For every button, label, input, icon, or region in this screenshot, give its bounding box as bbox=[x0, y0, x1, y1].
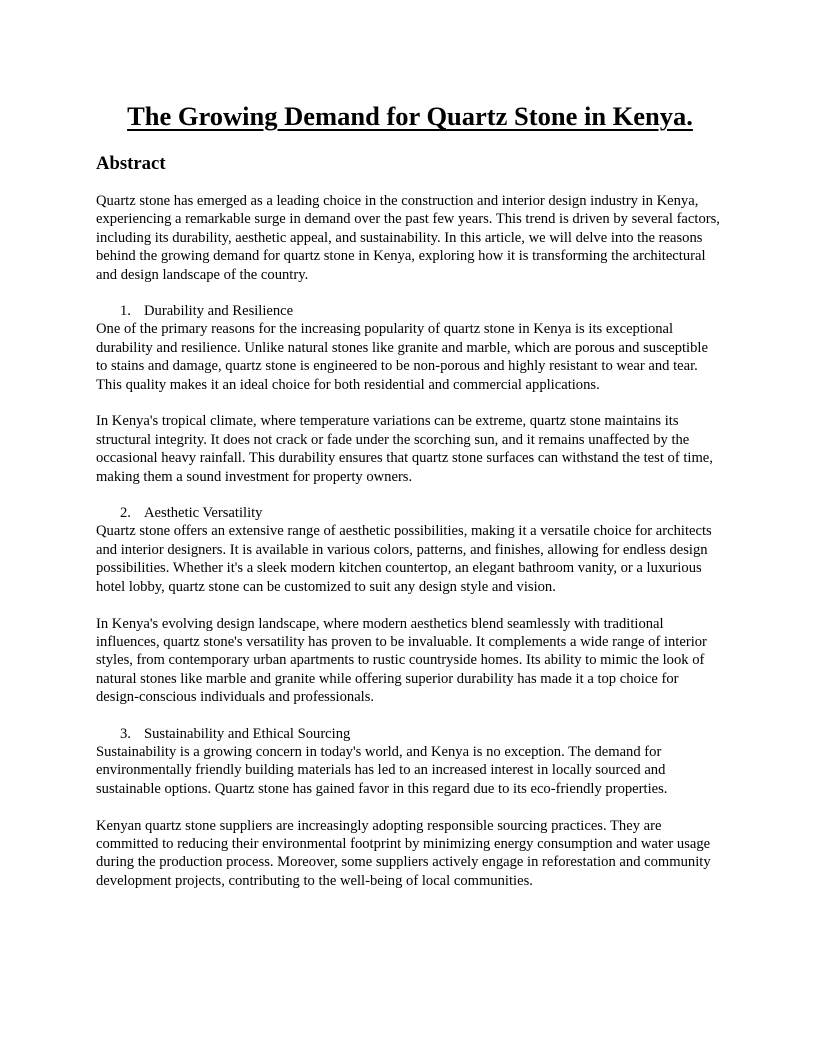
abstract-paragraph: Quartz stone has emerged as a leading choice in the construction and interior design industry in Kenya, experiencing a remarkable surge in demand over the past few years. This trend is driven by several factors, including its durability, aesthetic appeal, and sustainability. In this article, we will delve into the reasons behind the growing demand for quartz stone in Kenya, exploring how it is transforming the architectural and design landscape of the country. bbox=[96, 193, 720, 283]
section-title-text: Durability and Resilience bbox=[144, 303, 294, 320]
section-paragraph: Sustainability is a growing concern in today's world, and Kenya is no exception. The demand for environmentally friendly building materials has led to an increased interest in locally sourced and sustainable options. Quartz stone has gained favor in this regard due to its eco-friendly properties. bbox=[96, 743, 668, 797]
section-title-text: Aesthetic Versatility bbox=[144, 505, 263, 522]
document-page bbox=[96, 96, 720, 890]
section-heading-durability bbox=[96, 302, 720, 320]
section-paragraph: Kenyan quartz stone suppliers are increasingly adopting responsible sourcing practices. They are committed to reducing their environmental footprint by minimizing energy consumption and water usage during the production process. Moreover, some suppliers actively engage in reforestation and community development projects, contributing to the well-being of local communities. bbox=[96, 817, 711, 889]
document-title: The Growing Demand for Quartz Stone in Kenya. bbox=[127, 101, 693, 131]
section-title-text: Sustainability and Ethical Sourcing bbox=[144, 725, 351, 742]
section-paragraph: Quartz stone offers an extensive range of aesthetic possibilities, making it a versatile choice for architects and interior designers. It is available in various colors, patterns, and finishes, allowing for endless design possibilities. Whether it's a sleek modern kitchen countertop, an elegant bathroom vanity, or a luxurious hotel lobby, quartz stone can be customized to suit any design style and vision. bbox=[96, 523, 712, 595]
section-number: 3. bbox=[120, 725, 131, 742]
section-paragraph: One of the primary reasons for the increasing popularity of quartz stone in Kenya is its exceptional durability and resilience. Unlike natural stones like granite and marble, which are porous and susceptible to stains and damage, quartz stone is engineered to be non-porous and highly resistant to wear and tear. This quality makes it an ideal choice for both residential and commercial applications. bbox=[96, 321, 708, 393]
abstract-heading: Abstract bbox=[96, 153, 166, 174]
section-paragraph: In Kenya's tropical climate, where temperature variations can be extreme, quartz stone maintains its structural integrity. It does not crack or fade under the scorching sun, and it remains unaffected by the occasional heavy rainfall. This durability ensures that quartz stone surfaces can withstand the test of time, making them a sound investment for property owners. bbox=[96, 413, 713, 485]
section-heading-sustainability bbox=[96, 725, 720, 743]
section-number: 1. bbox=[120, 303, 131, 320]
section-number: 2. bbox=[120, 505, 131, 522]
section-paragraph: In Kenya's evolving design landscape, where modern aesthetics blend seamlessly with traditional influences, quartz stone's versatility has proven to be invaluable. It complements a wide range of interior styles, from contemporary urban apartments to rustic countryside homes. Its ability to mimic the look of natural stones like marble and granite while offering superior durability has made it a top choice for design-conscious individuals and professionals. bbox=[96, 615, 707, 706]
section-heading-aesthetic bbox=[96, 504, 720, 522]
